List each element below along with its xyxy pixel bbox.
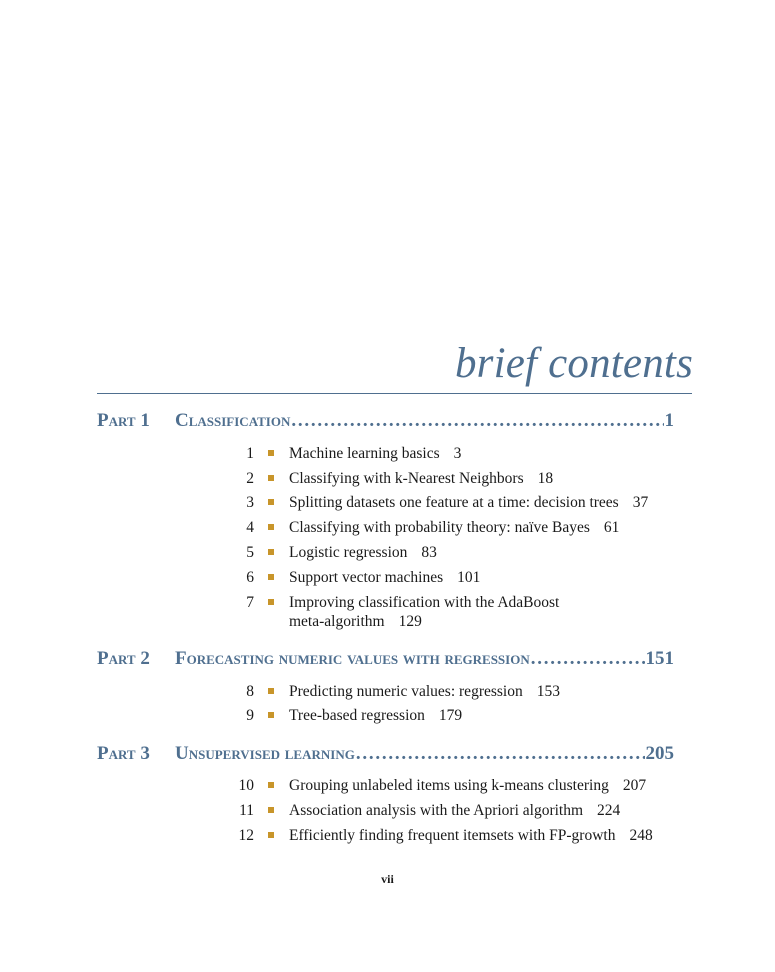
chapter-page: 101 xyxy=(457,569,481,586)
bullet-icon xyxy=(268,688,274,694)
part-name: Classification xyxy=(175,410,291,431)
chapter-title: Support vector machines 101 xyxy=(289,569,481,586)
chapter-number: 2 xyxy=(246,470,254,487)
part-name: Unsupervised learning xyxy=(175,743,355,764)
chapter-page: 18 xyxy=(537,470,554,487)
leader-dots xyxy=(531,647,645,671)
page-number: vii xyxy=(381,872,394,886)
chapter-number: 6 xyxy=(246,569,254,586)
bullet-icon xyxy=(268,499,274,505)
part-page: 151 xyxy=(645,648,674,669)
chapter-title: Classifying with probability theory: naïve Bayes 61 xyxy=(289,519,620,536)
chapter-number: 8 xyxy=(246,683,254,700)
bullet-icon xyxy=(268,549,274,555)
part-page: 205 xyxy=(645,743,674,764)
chapter-title: Tree-based regression 179 xyxy=(289,707,463,724)
part-heading[interactable] xyxy=(97,647,674,671)
chapter-number: 9 xyxy=(246,707,254,724)
bullet-icon xyxy=(268,475,274,481)
part-heading[interactable] xyxy=(97,409,674,433)
chapter-number: 12 xyxy=(238,827,254,844)
part-name: Forecasting numeric values with regression xyxy=(175,648,530,669)
chapter-page: 3 xyxy=(453,445,462,462)
chapter-number: 7 xyxy=(246,594,254,611)
chapter-title: Association analysis with the Apriori algorithm 224 xyxy=(289,802,621,819)
chapter-page: 224 xyxy=(597,802,621,819)
leader-dots xyxy=(356,742,645,766)
chapter-page: 37 xyxy=(632,494,649,511)
chapter-title: Predicting numeric values: regression 153 xyxy=(289,683,560,700)
chapter-title: Logistic regression 83 xyxy=(289,544,437,561)
bullet-icon xyxy=(268,599,274,605)
chapter-title: Grouping unlabeled items using k-means clustering 207 xyxy=(289,777,647,794)
chapter-title: Splitting datasets one feature at a time: decision trees 37 xyxy=(289,494,649,511)
chapter-page: 153 xyxy=(536,683,560,700)
part-label: Part 2 xyxy=(97,648,150,669)
chapter-number: 1 xyxy=(246,445,254,462)
chapter-title: Classifying with k-Nearest Neighbors 18 xyxy=(289,470,554,487)
bullet-icon xyxy=(268,807,274,813)
chapter-page: 248 xyxy=(629,827,653,844)
bullet-icon xyxy=(268,832,274,838)
bullet-icon xyxy=(268,782,274,788)
chapter-number: 5 xyxy=(246,544,254,561)
bullet-icon xyxy=(268,574,274,580)
chapter-page: 129 xyxy=(398,613,422,630)
part-page: 1 xyxy=(664,410,674,431)
part-label: Part 3 xyxy=(97,743,150,764)
bullet-icon xyxy=(268,712,274,718)
part-heading[interactable] xyxy=(97,742,674,766)
title-rule xyxy=(97,393,692,394)
chapter-number: 10 xyxy=(238,777,254,794)
chapter-title: Machine learning basics 3 xyxy=(289,445,462,462)
page-title: brief contents xyxy=(454,340,693,387)
chapter-page: 207 xyxy=(622,777,647,794)
leader-dots xyxy=(291,409,663,433)
chapter-number: 3 xyxy=(246,494,254,511)
part-label: Part 1 xyxy=(97,410,150,431)
chapter-page: 61 xyxy=(603,519,620,536)
bullet-icon xyxy=(268,524,274,530)
chapter-title: Improving classification with the AdaBoost meta-algorithm 129 xyxy=(289,594,560,630)
bullet-icon xyxy=(268,450,274,456)
chapter-page: 83 xyxy=(421,544,437,561)
chapter-page: 179 xyxy=(438,707,463,724)
chapter-number: 4 xyxy=(246,519,254,536)
chapter-number: 11 xyxy=(239,802,254,819)
chapter-title: Efficiently finding frequent itemsets with FP-growth 248 xyxy=(289,827,653,844)
